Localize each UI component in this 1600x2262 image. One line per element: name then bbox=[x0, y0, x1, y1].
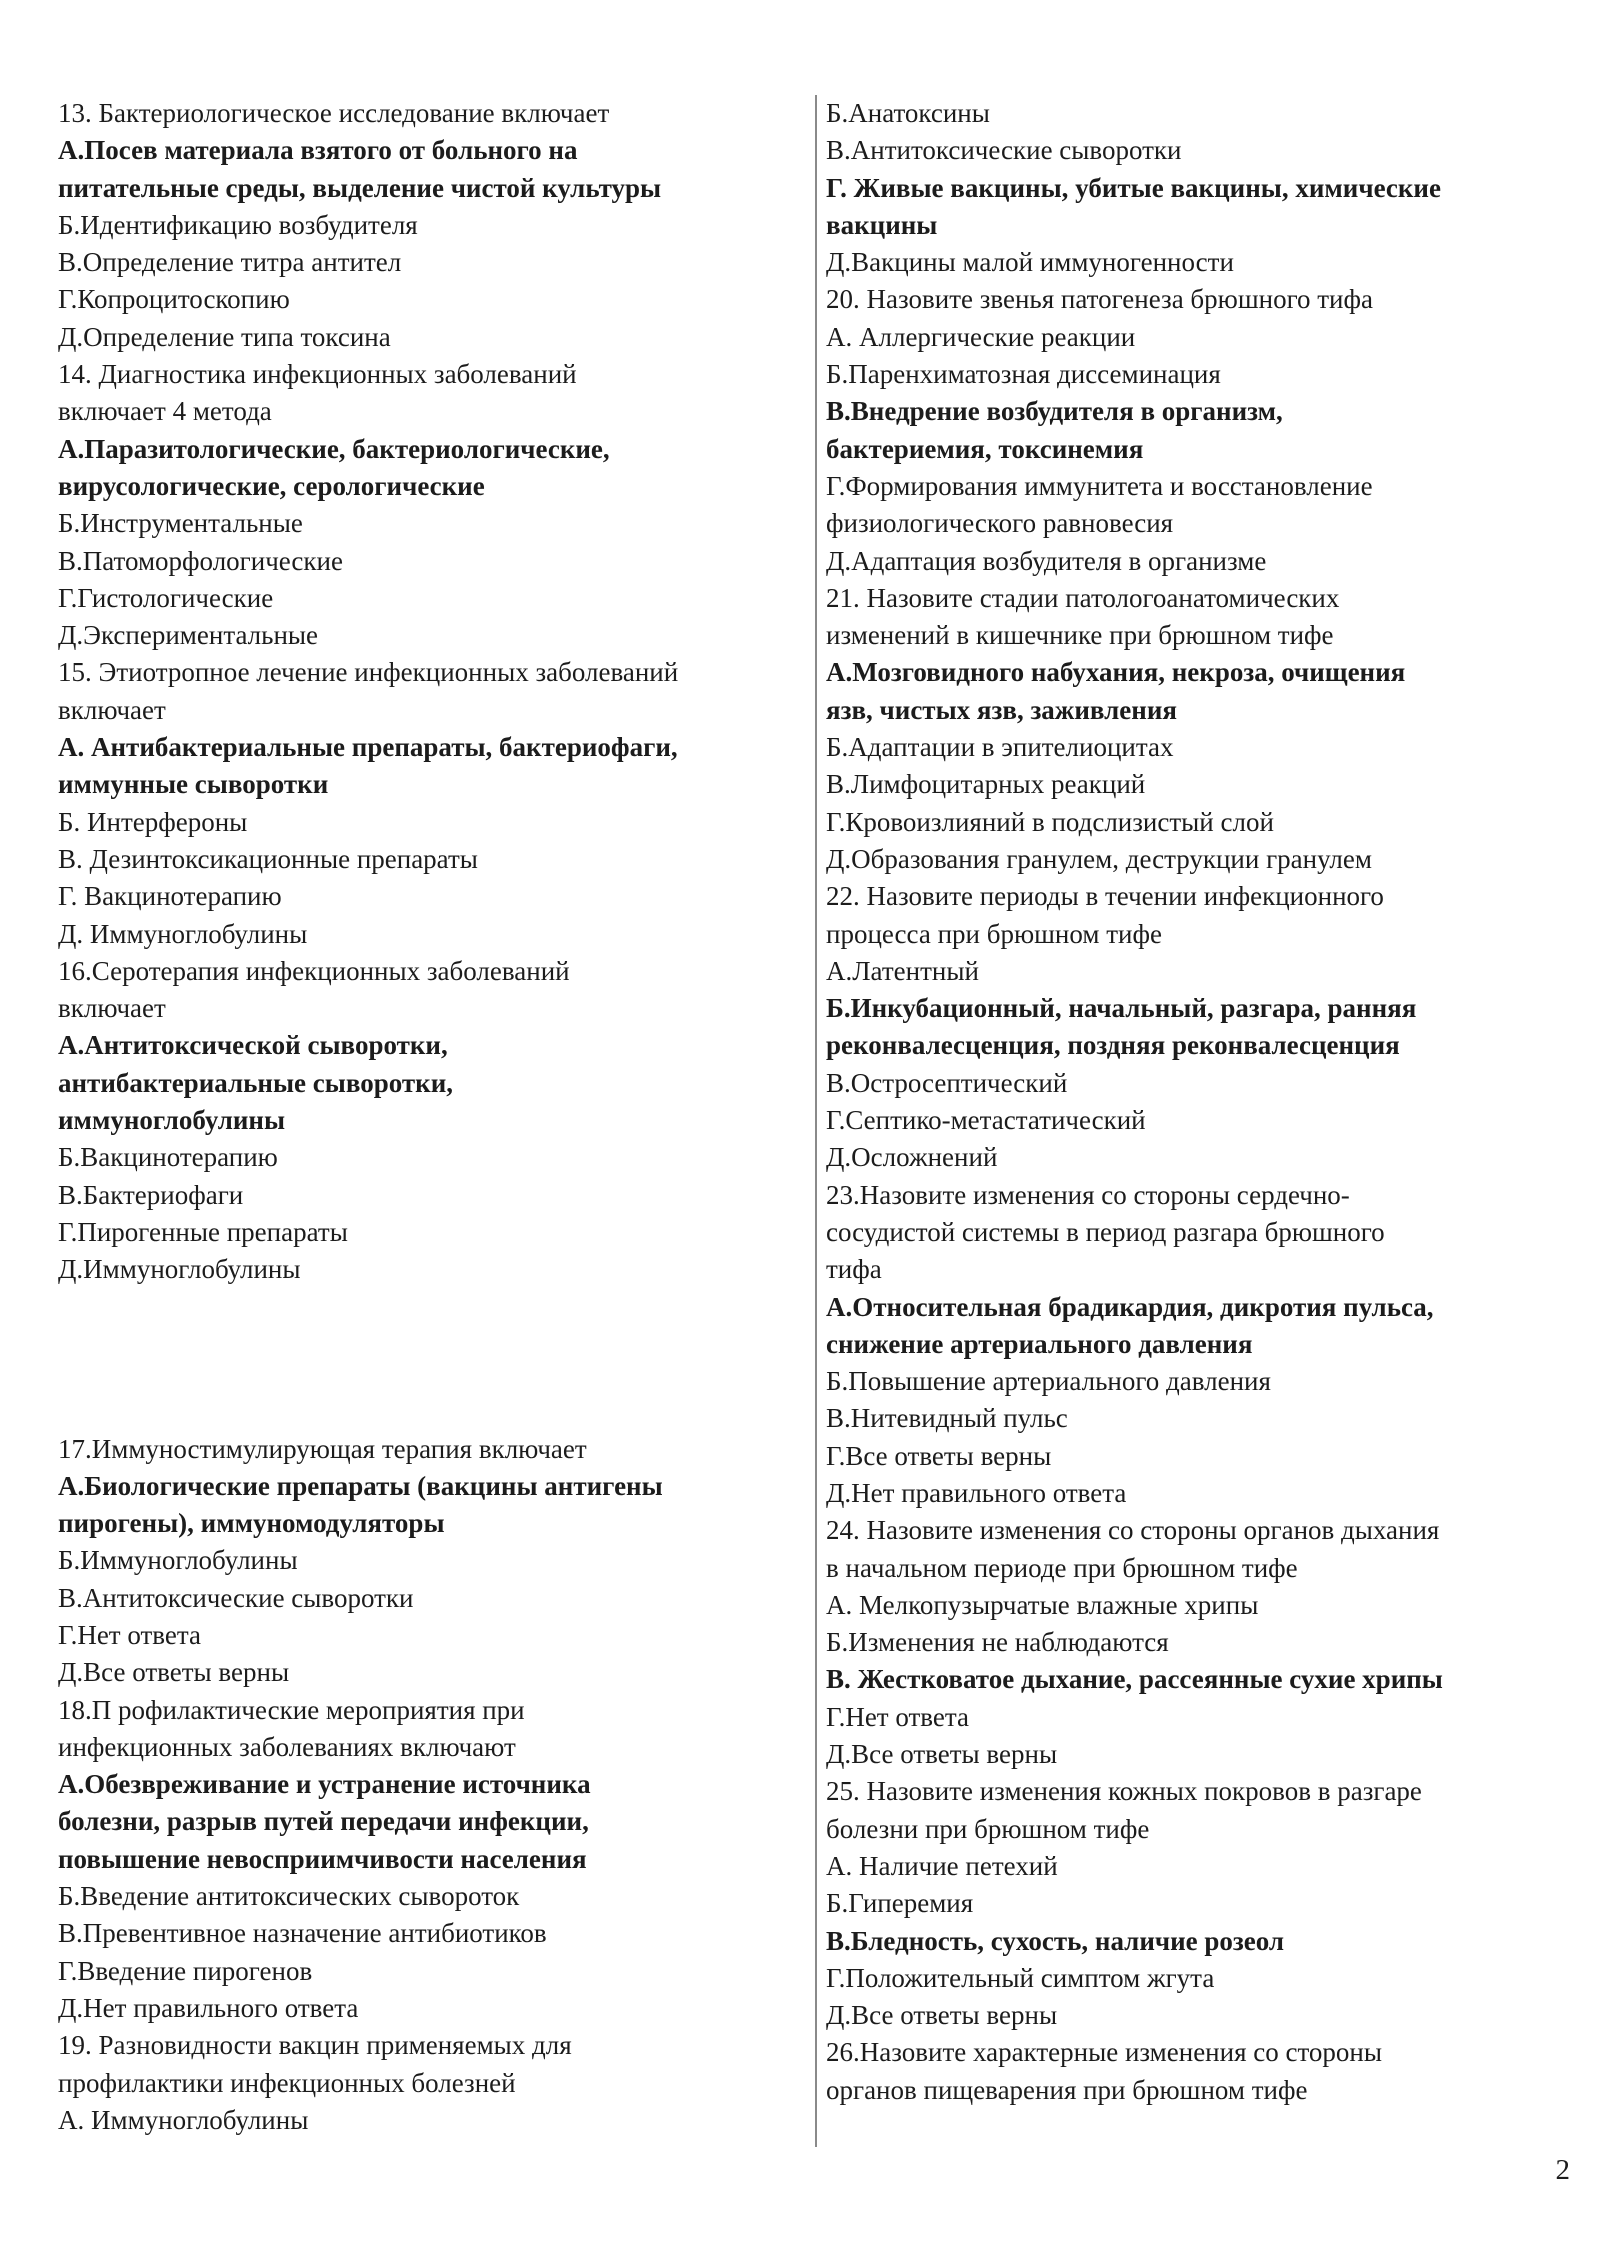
text-line: Д.Экспериментальные bbox=[58, 620, 319, 651]
text-line: изменений в кишечнике при брюшном тифе bbox=[826, 620, 1334, 651]
text-line: 21. Назовите стадии патологоанатомических bbox=[826, 582, 1340, 613]
text-line: Г.Гистологические bbox=[58, 582, 274, 613]
text-line: Б. Интерфероны bbox=[58, 806, 248, 837]
text-line: В.Антитоксические сыворотки bbox=[58, 1582, 414, 1613]
text-line: Г.Септико-метастатический bbox=[826, 1105, 1146, 1136]
text-line: включает bbox=[58, 694, 166, 725]
text-line: 25. Назовите изменения кожных покровов в разгаре bbox=[826, 1776, 1422, 1807]
text-line: Г.Копроцитоскопию bbox=[58, 284, 290, 315]
text-line: В.Превентивное назначение антибиотиков bbox=[58, 1918, 547, 1949]
left-column bbox=[58, 95, 808, 2139]
text-line: болезни при брюшном тифе bbox=[826, 1813, 1150, 1844]
answer-line-correct: А.Посев материала взятого от больного на bbox=[58, 135, 578, 166]
text-line: Г.Введение пирогенов bbox=[58, 1955, 313, 1986]
answer-line-correct: язв, чистых язв, заживления bbox=[826, 694, 1177, 725]
blank-space bbox=[58, 1289, 808, 1431]
answer-line-correct: А.Паразитологические, бактериологические, bbox=[58, 433, 610, 464]
text-line: В. Дезинтоксикационные препараты bbox=[58, 843, 478, 874]
answer-line-correct: питательные среды, выделение чистой культуры bbox=[58, 172, 662, 203]
answer-line-correct: А. Антибактериальные препараты, бактериофаги, bbox=[58, 732, 678, 763]
text-line: Б.Идентификацию возбудителя bbox=[58, 209, 418, 240]
text-line: Д.Все ответы верны bbox=[826, 2000, 1058, 2031]
text-line: 13. Бактериологическое исследование включает bbox=[58, 98, 610, 128]
text-line: Д.Адаптация возбудителя в организме bbox=[826, 545, 1267, 576]
text-line: Д.Нет правильного ответа bbox=[58, 1992, 359, 2023]
text-line: 16.Серотерапия инфекционных заболеваний bbox=[58, 955, 570, 986]
text-line: А.Латентный bbox=[826, 955, 979, 986]
answer-line-correct: А.Антитоксической сыворотки, bbox=[58, 1030, 448, 1061]
text-line: 14. Диагностика инфекционных заболеваний bbox=[58, 359, 577, 390]
text-line: процесса при брюшном тифе bbox=[826, 918, 1162, 949]
text-line: инфекционных заболеваниях включают bbox=[58, 1731, 516, 1762]
text-line: 20. Назовите звенья патогенеза брюшного тифа bbox=[826, 284, 1373, 315]
text-line: Б.Вакцинотерапию bbox=[58, 1142, 278, 1173]
right-column bbox=[826, 95, 1578, 2109]
text-line: включает bbox=[58, 993, 166, 1024]
answer-line-correct: пирогены), иммуномодуляторы bbox=[58, 1508, 445, 1539]
text-line: органов пищеварения при брюшном тифе bbox=[826, 2074, 1308, 2105]
answer-line-correct: бактериемия, токсинемия bbox=[826, 433, 1144, 464]
text-line: в начальном периоде при брюшном тифе bbox=[826, 1552, 1298, 1583]
text-line: Б.Изменения не наблюдаются bbox=[826, 1627, 1169, 1658]
text-line: В.Антитоксические сыворотки bbox=[826, 135, 1182, 166]
answer-line-correct: Б.Инкубационный, начальный, разгара, ранняя bbox=[826, 993, 1417, 1024]
text-line: Д.Иммуноглобулины bbox=[58, 1254, 301, 1285]
text-line: Д.Образования гранулем, деструкции гранулем bbox=[826, 843, 1372, 874]
answer-line-correct: В. Жестковатое дыхание, рассеянные сухие хрипы bbox=[826, 1664, 1443, 1695]
text-line: 15. Этиотропное лечение инфекционных заболеваний bbox=[58, 657, 679, 688]
text-line: А. Наличие петехий bbox=[826, 1850, 1058, 1881]
text-line: Д.Определение типа токсина bbox=[58, 321, 391, 352]
text-line: 18.П рофилактические мероприятия при bbox=[58, 1694, 525, 1725]
answer-line-correct: снижение артериального давления bbox=[826, 1328, 1253, 1359]
column-divider bbox=[815, 95, 817, 2147]
answer-line-correct: А.Биологические препараты (вакцины антигены bbox=[58, 1470, 663, 1501]
text-line: Д.Все ответы верны bbox=[826, 1739, 1058, 1770]
answer-line-correct: А.Обезвреживание и устранение источника bbox=[58, 1769, 591, 1800]
page-number: 2 bbox=[1555, 2154, 1570, 2186]
answer-line-correct: иммуноглобулины bbox=[58, 1105, 286, 1136]
text-line: Б.Паренхиматозная диссеминация bbox=[826, 359, 1221, 390]
answer-line-correct: В.Бледность, сухость, наличие розеол bbox=[826, 1925, 1285, 1956]
text-line: Б.Инструментальные bbox=[58, 508, 303, 539]
text-line: Г.Кровоизлияний в подслизистый слой bbox=[826, 806, 1274, 837]
text-line: профилактики инфекционных болезней bbox=[58, 2067, 516, 2098]
text-line: Д. Иммуноглобулины bbox=[58, 918, 308, 949]
answer-line-correct: повышение невосприимчивости населения bbox=[58, 1843, 587, 1874]
text-line: Б.Иммуноглобулины bbox=[58, 1545, 298, 1576]
text-line: Б.Повышение артериального давления bbox=[826, 1366, 1271, 1397]
text-line: В.Определение титра антител bbox=[58, 247, 402, 278]
text-line: Б.Адаптации в эпителиоцитах bbox=[826, 732, 1174, 763]
text-line: Б.Введение антитоксических сывороток bbox=[58, 1881, 520, 1912]
text-line: В.Лимфоцитарных реакций bbox=[826, 769, 1146, 800]
text-line: В.Нитевидный пульс bbox=[826, 1403, 1068, 1434]
text-line: А. Аллергические реакции bbox=[826, 321, 1136, 352]
text-line: физиологического равновесия bbox=[826, 508, 1174, 539]
text-line: В.Остросептический bbox=[826, 1067, 1068, 1098]
text-line: Д.Осложнений bbox=[826, 1142, 998, 1173]
text-line: В.Патоморфологические bbox=[58, 545, 343, 576]
answer-line-correct: В.Внедрение возбудителя в организм, bbox=[826, 396, 1283, 427]
text-line: В.Бактериофаги bbox=[58, 1179, 244, 1210]
text-line: Д.Все ответы верны bbox=[58, 1657, 290, 1688]
answer-line-correct: Г. Живые вакцины, убитые вакцины, химические bbox=[826, 172, 1441, 203]
answer-line-correct: вирусологические, серологические bbox=[58, 470, 485, 501]
answer-line-correct: иммунные сыворотки bbox=[58, 769, 329, 800]
text-line: Г.Формирования иммунитета и восстановление bbox=[826, 470, 1373, 501]
text-line: А. Мелкопузырчатые влажные хрипы bbox=[826, 1589, 1259, 1620]
text-line: 23.Назовите изменения со стороны сердечно- bbox=[826, 1179, 1350, 1210]
text-line: Б.Гиперемия bbox=[826, 1888, 974, 1919]
text-line: Г. Вакцинотерапию bbox=[58, 881, 282, 912]
answer-line-correct: вакцины bbox=[826, 209, 938, 240]
answer-line-correct: болезни, разрыв путей передачи инфекции, bbox=[58, 1806, 589, 1837]
text-line: включает 4 метода bbox=[58, 396, 272, 427]
text-line: Д.Вакцины малой иммуногенности bbox=[826, 247, 1234, 278]
text-line: тифа bbox=[826, 1254, 882, 1285]
answer-line-correct: реконвалесценция, поздняя реконвалесценция bbox=[826, 1030, 1400, 1061]
text-line: 22. Назовите периоды в течении инфекционного bbox=[826, 881, 1384, 912]
text-line: Г.Пирогенные препараты bbox=[58, 1216, 348, 1247]
text-line: 19. Разновидности вакцин применяемых для bbox=[58, 2030, 572, 2061]
text-line: Г.Все ответы верны bbox=[826, 1440, 1052, 1471]
answer-line-correct: А.Мозговидного набухания, некроза, очищения bbox=[826, 657, 1406, 688]
text-line: Г.Нет ответа bbox=[58, 1619, 201, 1650]
text-line: сосудистой системы в период разгара брюшного bbox=[826, 1216, 1385, 1247]
text-line: Г.Положительный симптом жгута bbox=[826, 1962, 1215, 1993]
text-line: 17.Иммуностимулирующая терапия включает bbox=[58, 1433, 587, 1464]
text-line: 24. Назовите изменения со стороны органов дыхания bbox=[826, 1515, 1440, 1546]
text-line: Б.Анатоксины bbox=[826, 98, 990, 128]
answer-line-correct: А.Относительная брадикардия, дикротия пульса, bbox=[826, 1291, 1434, 1322]
text-line: Д.Нет правильного ответа bbox=[826, 1477, 1127, 1508]
text-line: А. Иммуноглобулины bbox=[58, 2104, 309, 2135]
text-line: 26.Назовите характерные изменения со стороны bbox=[826, 2037, 1383, 2068]
answer-line-correct: антибактериальные сыворотки, bbox=[58, 1067, 454, 1098]
text-line: Г.Нет ответа bbox=[826, 1701, 969, 1732]
